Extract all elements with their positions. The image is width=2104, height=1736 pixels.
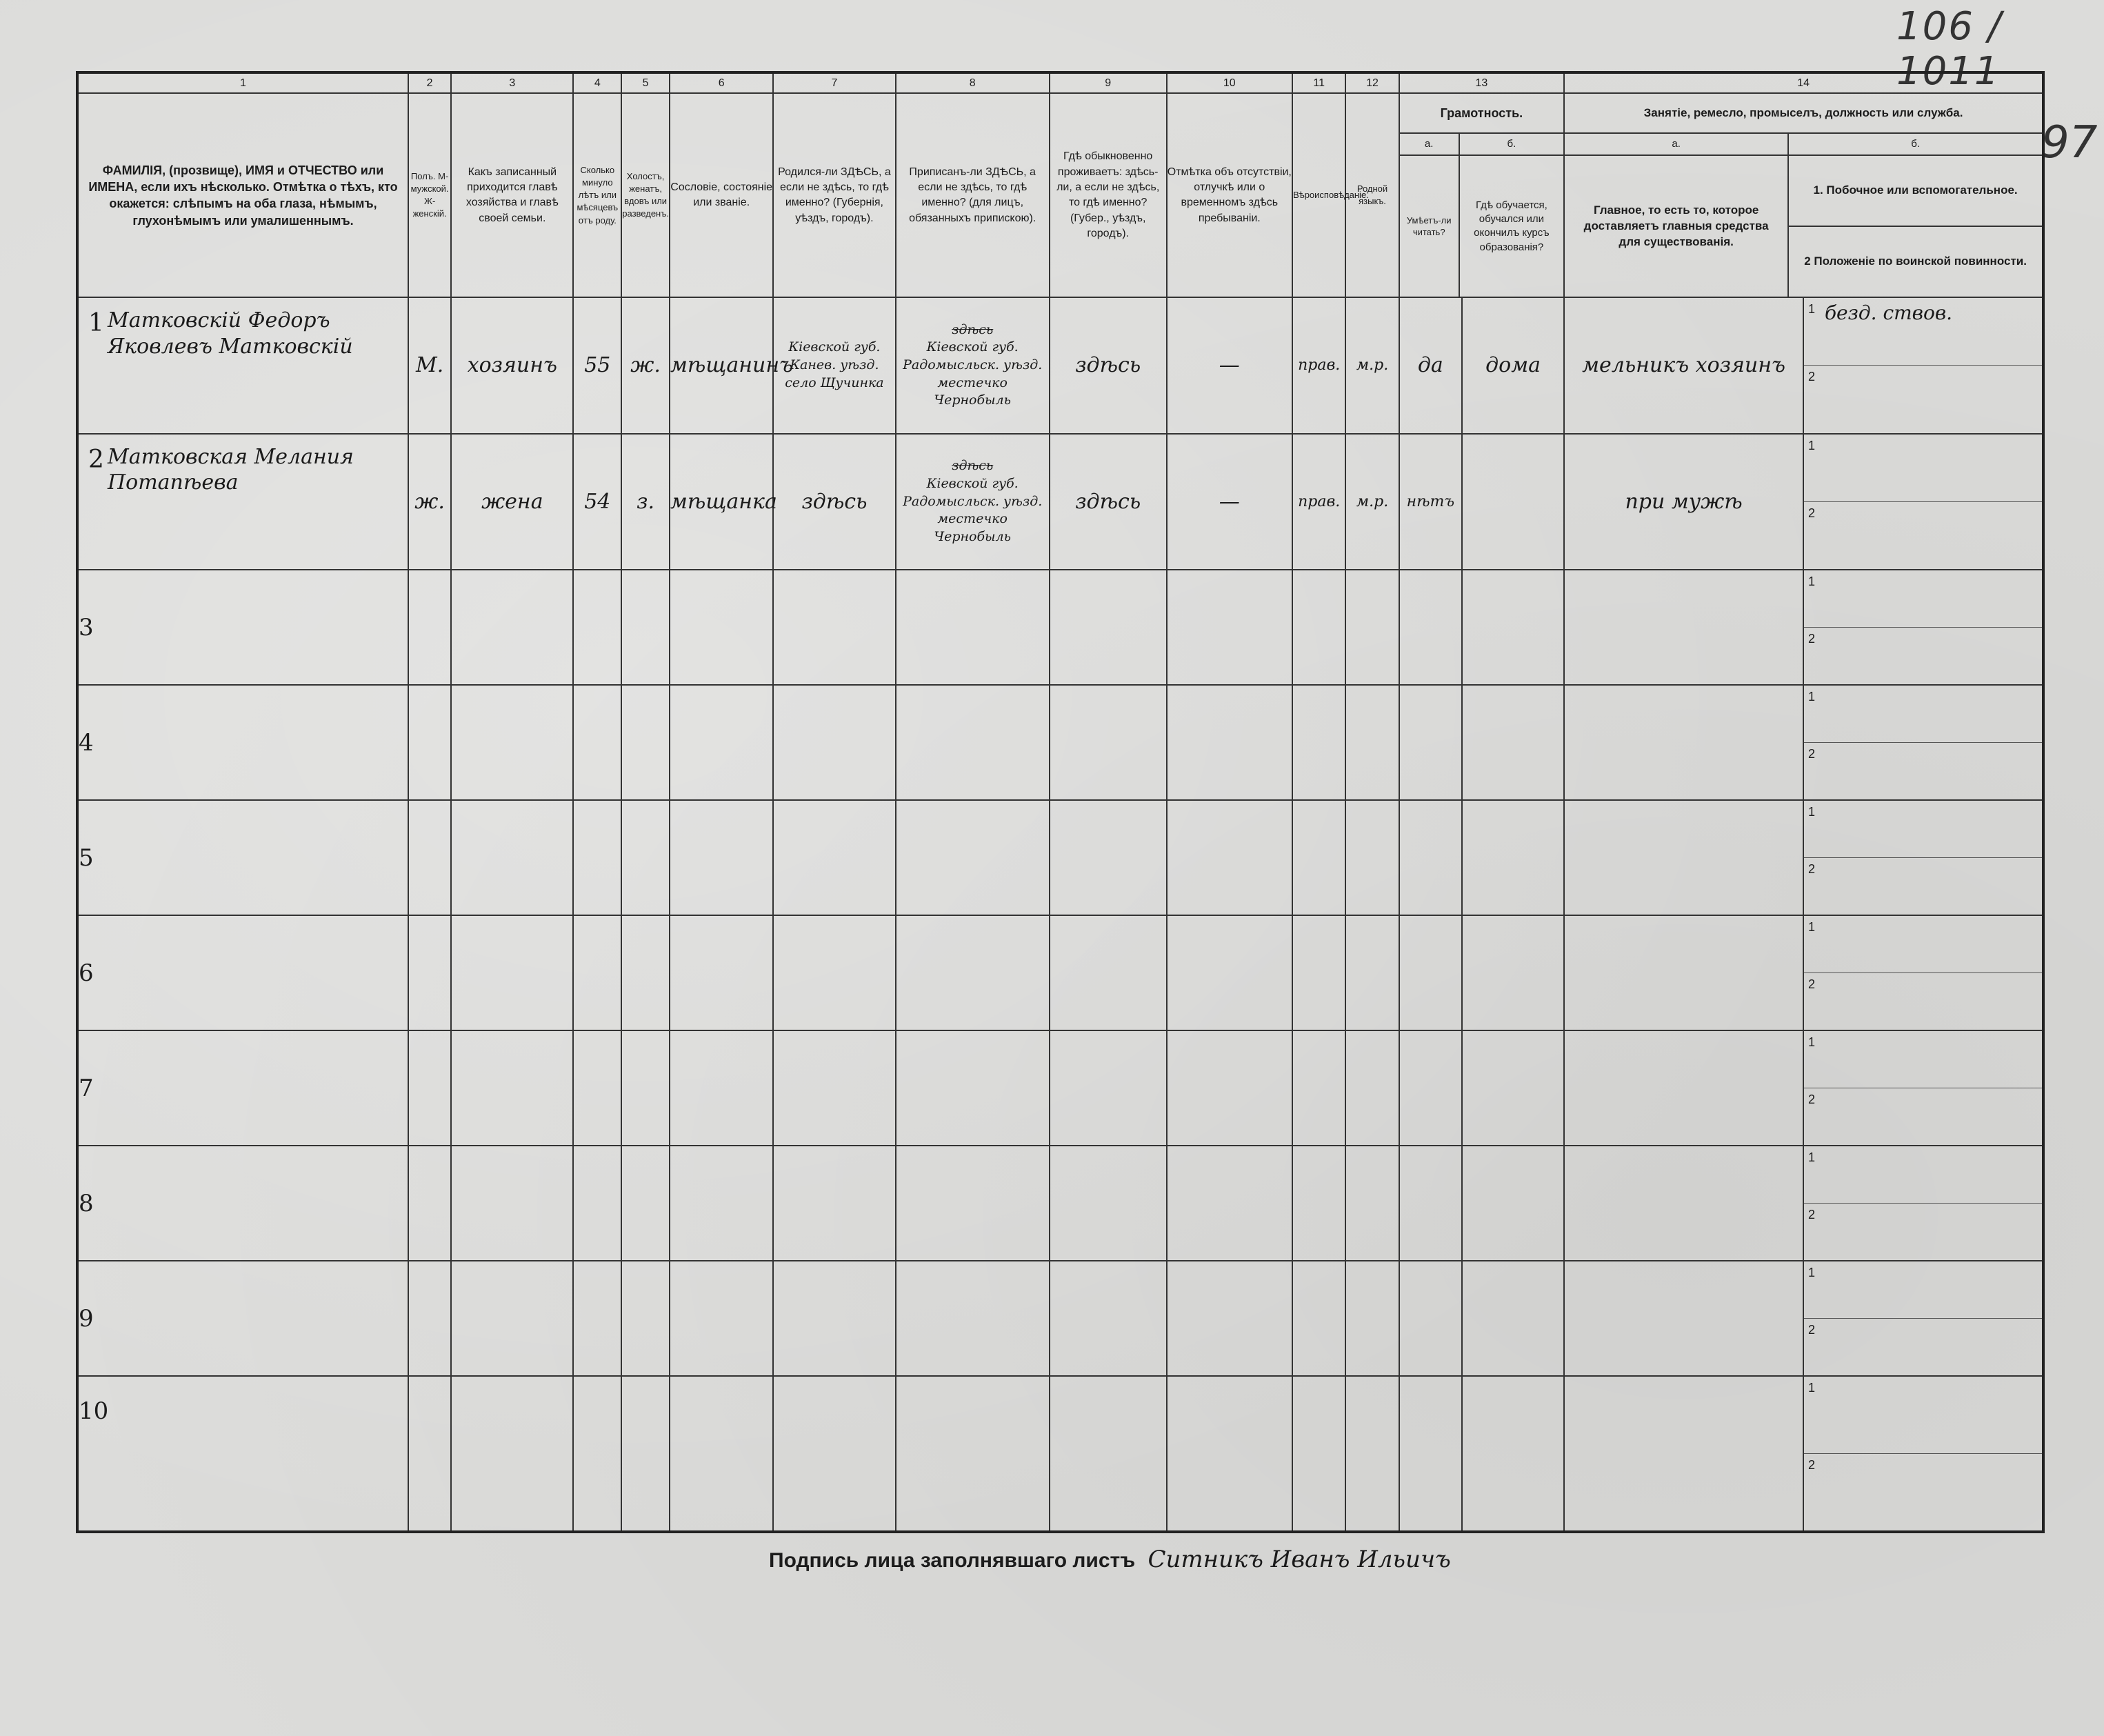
col-num-6: 6 — [670, 72, 773, 93]
row-number: 6 — [77, 915, 408, 1030]
col-num-10: 10 — [1167, 72, 1293, 93]
sub-label-2: 2 — [1807, 977, 1815, 992]
person-age: 55 — [573, 297, 621, 433]
sheet-number: 97 — [2041, 117, 2098, 168]
row-number: 4 — [77, 685, 408, 800]
col-num-3: 3 — [451, 72, 573, 93]
person-religion: прав. — [1292, 434, 1345, 570]
person-can-read: нѣтъ — [1399, 434, 1462, 570]
col-num-2: 2 — [408, 72, 451, 93]
person-birthplace: Кіевской губ. Канев. уѣзд. село Щучинка — [773, 297, 895, 433]
table-row — [77, 297, 2043, 433]
person-age: 54 — [573, 434, 621, 570]
header-can-read: Умѣетъ-ли читать? — [1406, 214, 1452, 238]
person-registration: Кіевской губ. Радомысльск. уѣзд. местечко Чернобыль — [903, 339, 1043, 408]
person-registration: Кіевской губ. Радомысльск. уѣзд. местечко Чернобыль — [903, 475, 1043, 544]
sub-row-1 — [1804, 1377, 2042, 1454]
sub-row-2 — [1804, 743, 2042, 799]
col-num-7: 7 — [773, 72, 895, 93]
sub-row-1 — [1804, 570, 2042, 628]
sub-label-1: 1 — [1807, 690, 1815, 704]
sub-label-1: 1 — [1807, 1035, 1815, 1050]
person-language: м.р. — [1345, 434, 1399, 570]
header-marital: Холостъ, женатъ, вдовъ или разведенъ. — [621, 93, 670, 297]
person-name: Матковскій Федоръ Яковлевъ Матковскій — [108, 308, 353, 359]
sub-row-2 — [1804, 1088, 2042, 1145]
sub-label-1: 1 — [1807, 805, 1815, 819]
header-absence: Отмѣтка объ отсутствіи, отлучкѣ или о временномъ здѣсь пребываніи. — [1167, 93, 1293, 297]
sub-label-1: 1 — [1807, 1381, 1815, 1395]
person-secondary-cell — [1803, 297, 2043, 433]
header-sex: Полъ. М-мужской. Ж-женскій. — [408, 93, 451, 297]
sub-label-2: 2 — [1807, 862, 1815, 877]
row-number: 9 — [77, 1261, 408, 1376]
header-row — [77, 93, 2043, 297]
sub-label-1: 1 — [1807, 1150, 1815, 1165]
sub-row-2 — [1804, 628, 2042, 684]
header-main-occupation: Главное, то есть то, которое доставляетъ главныя средства для существованія. — [1583, 203, 1769, 248]
sub-row-1 — [1804, 686, 2042, 743]
sub-label-1: 1 — [1807, 438, 1815, 452]
signature-value: Ситникъ Иванъ Ильичъ — [1148, 1546, 1451, 1573]
col-num-5: 5 — [621, 72, 670, 93]
header-age: Сколько минуло лѣтъ или мѣсяцевъ отъ роду. — [573, 93, 621, 297]
person-occupation: мельникъ хозяинъ — [1564, 297, 1803, 433]
sub-row-1 — [1804, 1261, 2042, 1319]
row-name-cell — [77, 434, 408, 570]
sub-label-1: 1 — [1807, 575, 1815, 589]
header-literacy — [1399, 93, 1564, 297]
person-registration-cell — [896, 297, 1050, 433]
col-num-13: 13 — [1399, 72, 1564, 93]
person-relation: жена — [451, 434, 573, 570]
row-number: 10 — [77, 1376, 408, 1532]
person-birthplace: здѣсь — [773, 434, 895, 570]
col-num-4: 4 — [573, 72, 621, 93]
sub-row-2 — [1804, 1319, 2042, 1375]
person-residence: здѣсь — [1050, 434, 1167, 570]
person-estate: мѣщанинъ — [670, 297, 773, 433]
sub-label-1: 1 — [1807, 302, 1815, 317]
col-num-9: 9 — [1050, 72, 1167, 93]
header-occupation-a-label: а. — [1565, 134, 1787, 156]
person-name: Матковская Мелания Потапѣева — [108, 444, 354, 495]
person-secondary: безд. ствов. — [1824, 301, 1953, 325]
person-occupation: при мужѣ — [1564, 434, 1803, 570]
person-language: м.р. — [1345, 297, 1399, 433]
header-occupation-title: Занятіе, ремесло, промыселъ, должность или служба. — [1565, 94, 2042, 134]
header-name: ФАМИЛІЯ, (прозвище), ИМЯ и ОТЧЕСТВО или ИМЕНА, если ихъ нѣсколько. Отмѣтка о тѣхъ, кто окажется: слѣпымъ на оба глаза, нѣмымъ, глухонѣмымъ или умалишеннымъ. — [77, 93, 408, 297]
person-education: дома — [1462, 297, 1564, 433]
sub-label-2: 2 — [1807, 506, 1815, 520]
header-relation: Какъ записанный приходится главѣ хозяйства и главѣ своей семьи. — [451, 93, 573, 297]
registration-struck: здѣсь — [952, 321, 994, 337]
header-occupation — [1564, 93, 2043, 297]
person-relation: хозяинъ — [451, 297, 573, 433]
table-row — [77, 1030, 2043, 1146]
signature-line — [769, 1545, 1451, 1575]
sub-label-2: 2 — [1807, 1323, 1815, 1337]
sub-label-2: 2 — [1807, 370, 1815, 384]
sub-row-1 — [1804, 298, 2042, 366]
table-row — [77, 570, 2043, 685]
col-num-12: 12 — [1345, 72, 1399, 93]
person-absence: — — [1167, 297, 1293, 433]
person-sex: М. — [408, 297, 451, 433]
col-num-1: 1 — [77, 72, 408, 93]
row-number: 7 — [77, 1030, 408, 1146]
sub-row-1 — [1804, 1031, 2042, 1088]
row-number: 3 — [77, 570, 408, 685]
header-literacy-b-label: б. — [1460, 134, 1563, 156]
registration-struck: здѣсь — [952, 458, 994, 474]
header-registration: Приписанъ-ли ЗДѢСЬ, а если не здѣсь, то гдѣ именно? (для лицъ, обязанныхъ припискою). — [896, 93, 1050, 297]
sub-label-2: 2 — [1807, 632, 1815, 646]
sub-label-2: 2 — [1807, 1093, 1815, 1107]
table-row — [77, 800, 2043, 915]
sub-label-1: 1 — [1807, 920, 1815, 935]
person-residence: здѣсь — [1050, 297, 1167, 433]
person-marital: ж. — [621, 297, 670, 433]
sub-label-2: 2 — [1807, 747, 1815, 761]
sub-row-1 — [1804, 801, 2042, 858]
sub-row-2 — [1804, 1204, 2042, 1260]
person-sex: ж. — [408, 434, 451, 570]
sub-row-2 — [1804, 502, 2042, 569]
header-military-status: 2 Положеніе по воинской повинности. — [1804, 255, 2027, 268]
person-education — [1462, 434, 1564, 570]
sub-row-2 — [1804, 973, 2042, 1030]
sub-label-2: 2 — [1807, 1458, 1815, 1473]
table-row — [77, 434, 2043, 570]
census-table — [76, 71, 2045, 1533]
header-language: Родной языкъ. — [1345, 93, 1399, 297]
column-number-row — [77, 72, 2043, 93]
header-education: Гдѣ обучается, обучался или окончилъ курсъ образованія? — [1474, 199, 1550, 253]
col-num-11: 11 — [1292, 72, 1345, 93]
sub-row-2 — [1804, 366, 2042, 432]
table-row — [77, 685, 2043, 800]
person-secondary-cell — [1803, 434, 2043, 570]
sub-label-1: 1 — [1807, 1266, 1815, 1280]
header-religion: Вѣроисповѣданіе. — [1292, 93, 1345, 297]
sub-row-1 — [1804, 916, 2042, 973]
sub-row-2 — [1804, 858, 2042, 915]
person-marital: з. — [621, 434, 670, 570]
sub-row-2 — [1804, 1454, 2042, 1530]
row-number: 5 — [77, 800, 408, 915]
table-row — [77, 1261, 2043, 1376]
row-name-cell — [77, 297, 408, 433]
header-occupation-b-label: б. — [1789, 134, 2042, 156]
header-estate: Сословіе, состояніе или званіе. — [670, 93, 773, 297]
person-can-read: да — [1399, 297, 1462, 433]
person-registration-cell — [896, 434, 1050, 570]
table-row — [77, 915, 2043, 1030]
row-number: 1 — [88, 309, 104, 338]
row-number: 8 — [77, 1146, 408, 1261]
header-secondary-occupation: 1. Побочное или вспомогательное. — [1789, 156, 2042, 227]
table-row — [77, 1376, 2043, 1532]
header-literacy-a-label: а. — [1400, 134, 1459, 156]
row-number: 2 — [88, 445, 104, 474]
col-num-8: 8 — [896, 72, 1050, 93]
person-estate: мѣщанка — [670, 434, 773, 570]
sub-label-2: 2 — [1807, 1208, 1815, 1222]
person-religion: прав. — [1292, 297, 1345, 433]
signature-label: Подпись лица заполнявшаго листъ — [769, 1549, 1136, 1572]
header-literacy-title: Грамотность. — [1400, 94, 1563, 134]
table-row — [77, 1146, 2043, 1261]
sub-row-1 — [1804, 435, 2042, 502]
sub-row-1 — [1804, 1146, 2042, 1204]
header-birthplace: Родился-ли ЗДѢСЬ, а если не здѣсь, то гдѣ именно? (Губернія, уѣздъ, городъ). — [773, 93, 895, 297]
col-num-14: 14 — [1564, 72, 2043, 93]
header-residence: Гдѣ обыкновенно проживаетъ: здѣсь-ли, а если не здѣсь, то гдѣ именно? (Губер., уѣздъ, городъ). — [1050, 93, 1167, 297]
archive-number: 106 / 1011 — [1896, 4, 2003, 94]
person-absence: — — [1167, 434, 1293, 570]
